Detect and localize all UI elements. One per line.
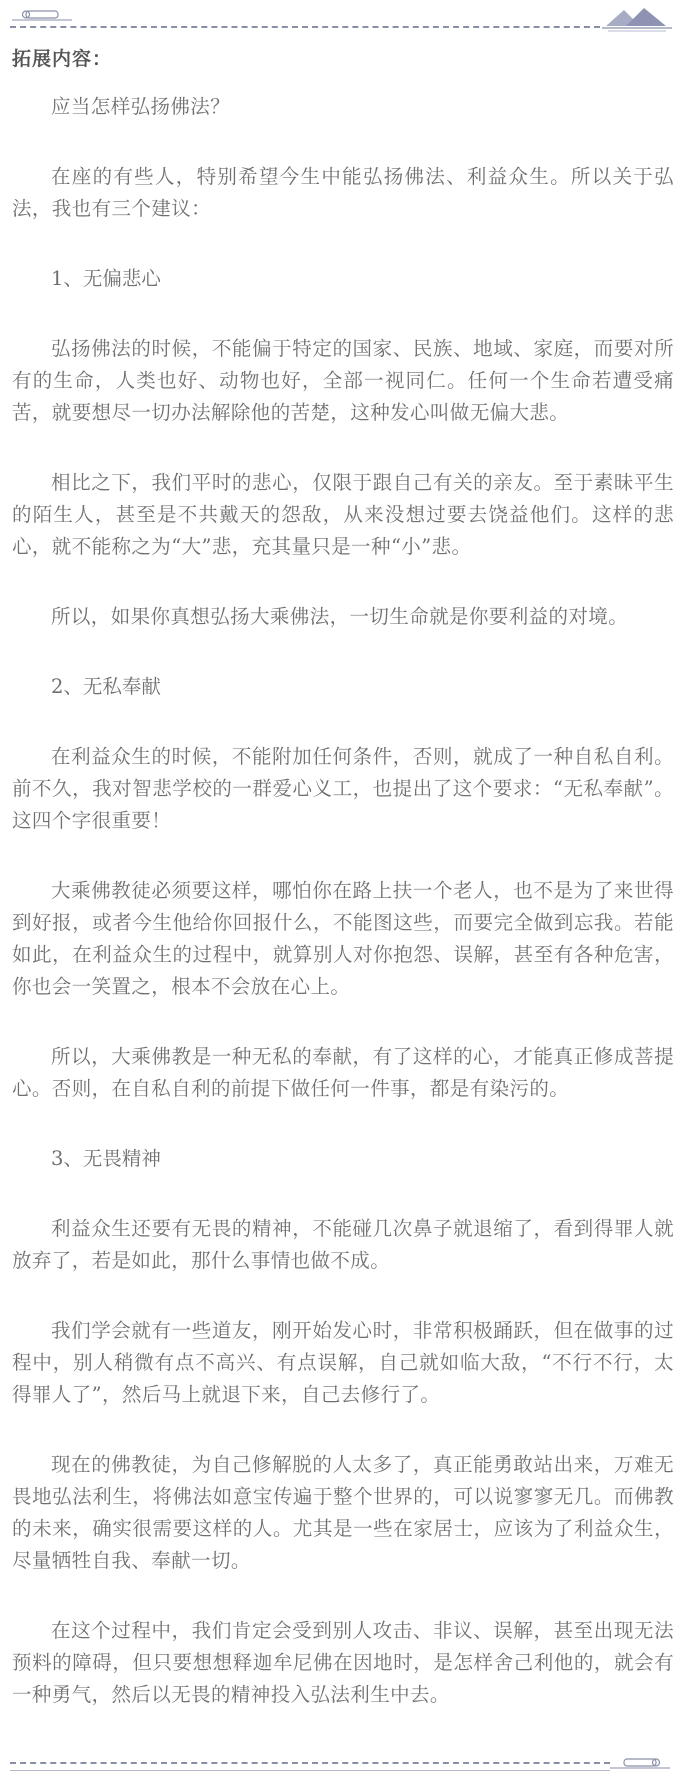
paragraph: 我们学会就有一些道友，刚开始发心时，非常积极踊跃，但在做事的过程中，别人稍微有点不高兴、有点误解，自己就如临大敌，“不行不行，太得罪人了”，然后马上就退下来，自己去修行了。 (12, 1319, 674, 1406)
bottom-divider (10, 1762, 610, 1764)
scroll-ornament-icon (12, 8, 72, 22)
mountain-ornament-icon (600, 4, 674, 34)
section-heading: 拓展内容： (12, 48, 113, 70)
top-divider (10, 26, 600, 28)
paragraph: 在利益众生的时候，不能附加任何条件，否则，就成了一种自私自利。前不久，我对智悲学校的一群爱心义工，也提出了这个要求：“无私奉献”。这四个字很重要！ (12, 745, 674, 832)
paragraph: 在座的有些人，特别希望今生中能弘扬佛法、利益众生。所以关于弘法，我也有三个建议： (12, 165, 674, 220)
article-body (12, 91, 674, 1749)
paragraph: 所以，如果你真想弘扬大乘佛法，一切生命就是你要利益的对境。 (51, 605, 629, 628)
scroll-ornament-icon (610, 1756, 670, 1770)
subheading: 3、无畏精神 (51, 1147, 161, 1170)
paragraph: 相比之下，我们平时的悲心，仅限于跟自己有关的亲友。至于素昧平生的陌生人，甚至是不共戴天的怨敌，从来没想过要去饶益他们。这样的悲心，就不能称之为“大”悲，充其量只是一种“小”悲。 (12, 471, 674, 558)
paragraph: 现在的佛教徒，为自己修解脱的人太多了，真正能勇敢站出来，万难无畏地弘法利生，将佛法如意宝传遍于整个世界的，可以说寥寥无几。而佛教的未来，确实很需要这样的人。尤其是一些在家居士，应该为了利益众生，尽量牺牲自我、奉献一切。 (12, 1453, 674, 1572)
subheading: 2、无私奉献 (51, 675, 161, 698)
subheading: 1、无偏悲心 (51, 267, 161, 290)
paragraph: 大乘佛教徒必须要这样，哪怕你在路上扶一个老人，也不是为了来世得到好报，或者今生他给你回报什么，不能图这些，而要完全做到忘我。若能如此，在利益众生的过程中，就算别人对你抱怨、误解，甚至有各种危害，你也会一笑置之，根本不会放在心上。 (12, 879, 674, 998)
paragraph: 应当怎样弘扬佛法？ (51, 95, 231, 118)
paragraph: 弘扬佛法的时候，不能偏于特定的国家、民族、地域、家庭，而要对所有的生命，人类也好、动物也好，全部一视同仁。任何一个生命若遭受痛苦，就要想尽一切办法解除他的苦楚，这种发心叫做无偏大悲。 (12, 337, 674, 424)
paragraph: 利益众生还要有无畏的精神，不能碰几次鼻子就退缩了，看到得罪人就放弃了，若是如此，那什么事情也做不成。 (12, 1217, 674, 1272)
paragraph: 所以，大乘佛教是一种无私的奉献，有了这样的心，才能真正修成菩提心。否则，在自私自利的前提下做任何一件事，都是有染污的。 (12, 1045, 674, 1100)
bottom-divider-line (10, 1770, 610, 1771)
paragraph: 在这个过程中，我们肯定会受到别人攻击、非议、误解，甚至出现无法预料的障碍，但只要想想释迦牟尼佛在因地时，是怎样舍己利他的，就会有一种勇气，然后以无畏的精神投入弘法利生中去。 (12, 1619, 674, 1706)
